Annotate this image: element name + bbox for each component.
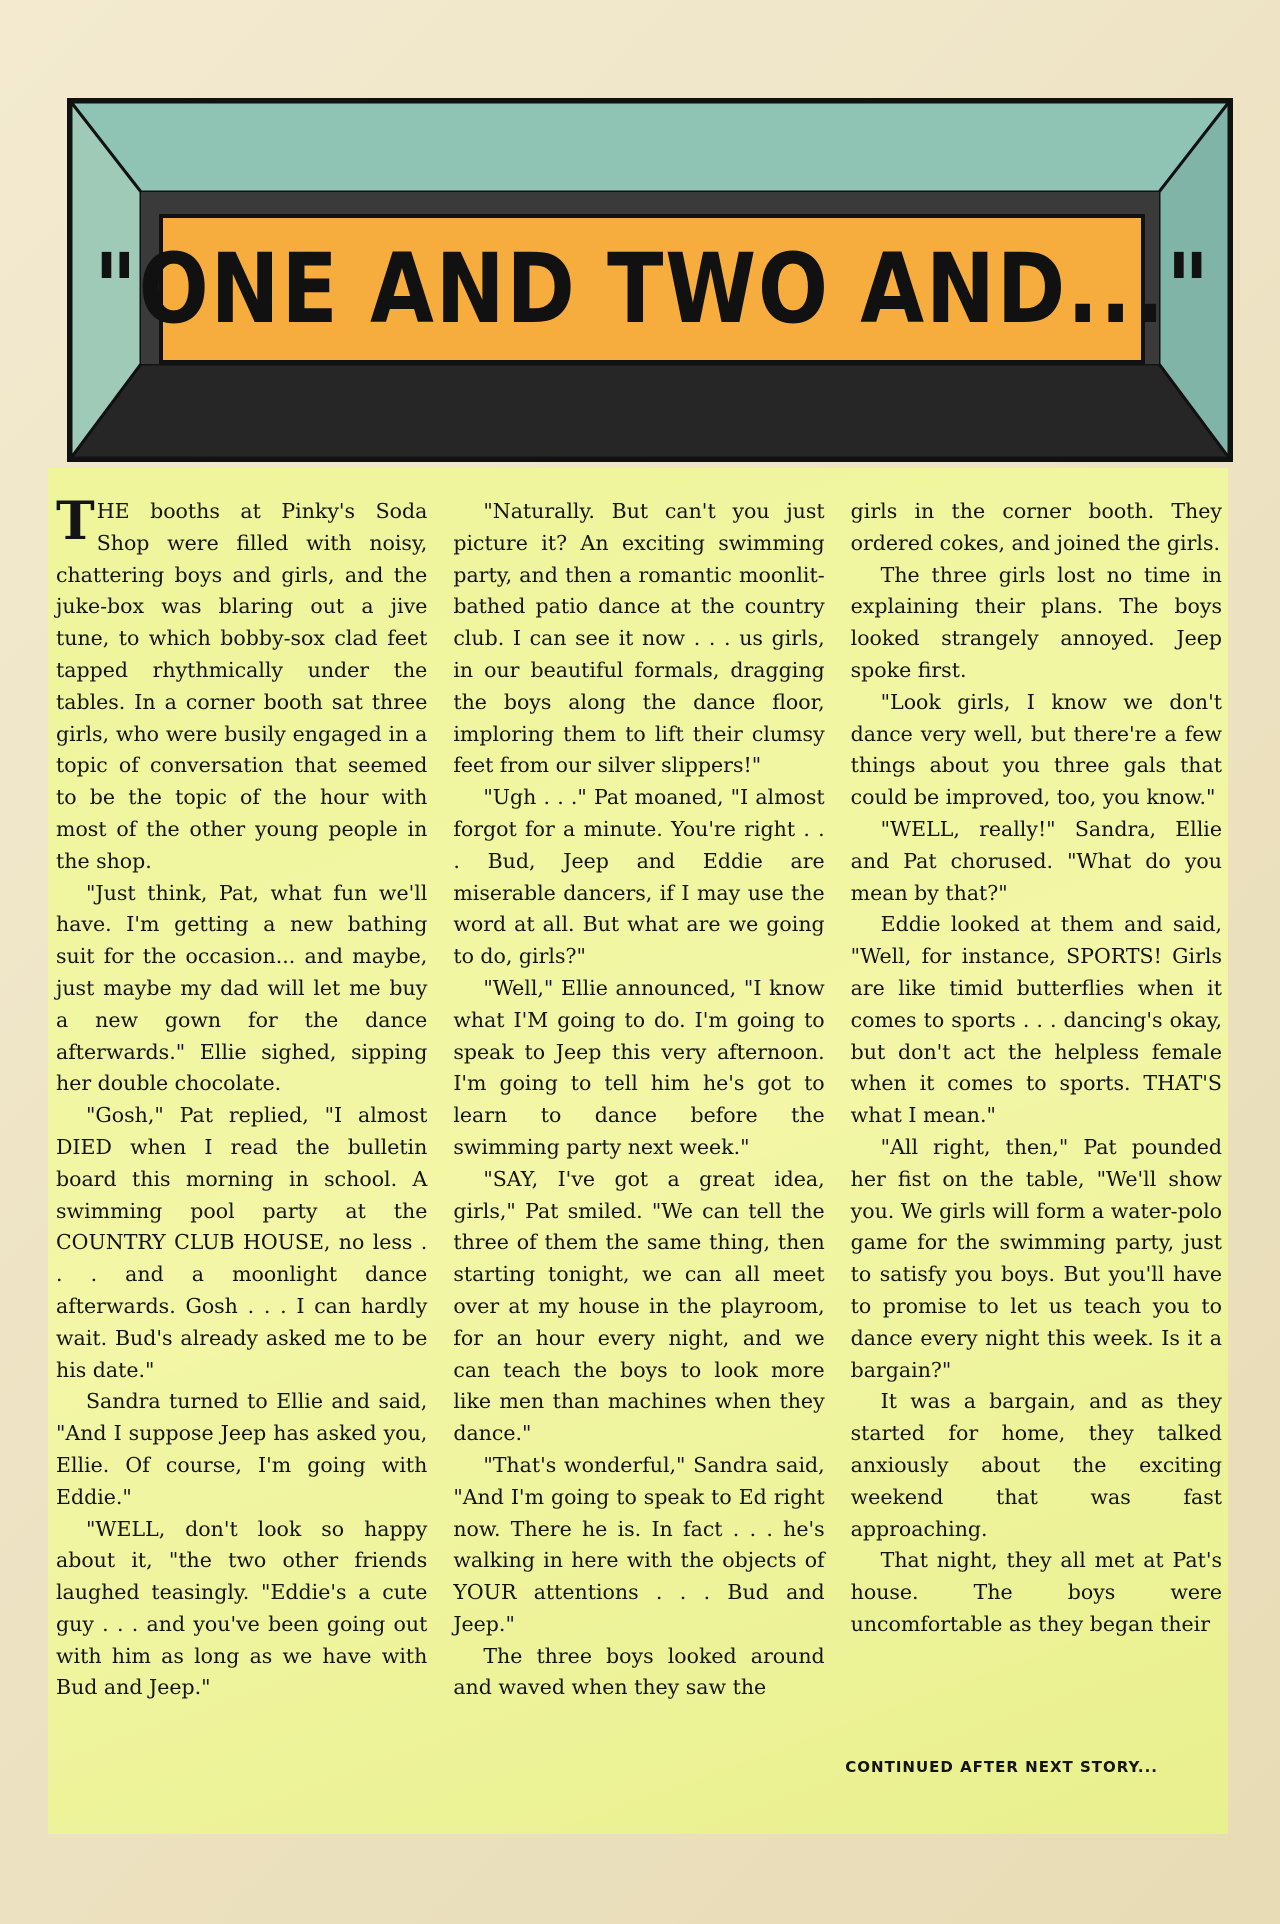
continued-note: CONTINUED AFTER NEXT STORY... — [845, 1758, 1158, 1776]
paragraph: The three boys looked around and waved when they saw the — [453, 1643, 825, 1700]
story-columns — [56, 491, 1222, 1816]
paragraph: "Just think, Pat, what fun we'll have. I'm getting a new bathing suit for the occasion... and maybe, just maybe my dad will let me buy a new gown for the dance afterwards." Ellie sighed, sipping her double chocolate. — [56, 880, 428, 1096]
paragraph: girls in the corner booth. They ordered cokes, and joined the girls. — [850, 499, 1222, 555]
column-2 — [453, 496, 824, 1816]
paragraph: That night, they all met at Pat's house. The boys were uncomfortable as they began their — [850, 1548, 1222, 1636]
paragraph: It was a bargain, and as they started for home, they talked anxiously about the exciting weekend that was fast approaching. — [850, 1389, 1222, 1541]
paragraph: Sandra turned to Ellie and said, "And I suppose Jeep has asked you, Ellie. Of course, I'm going with Eddie." — [56, 1389, 428, 1509]
title-plate — [93, 214, 1211, 364]
drop-cap: T — [56, 491, 95, 552]
paragraph: "Ugh . . ." Pat moaned, "I almost forgot for a minute. You're right . . . Bud, Jeep and Eddie are miserable dancers, if I may use the word at all. But what are we going to do, girls?" — [453, 785, 825, 969]
title-frame — [67, 98, 1233, 462]
paragraph: THE booths at Pinky's Soda Shop were filled with noisy, chattering boys and girls, and the juke-box was blaring out a jive tune, to which bobby-sox clad feet tapped rhythmically under the tables. In a corner booth sat three girls, who were busily engaged in a topic of conversation that seemed to be the topic of the hour with most of the other young people in the shop. — [56, 491, 428, 873]
paragraph: Eddie looked at them and said, "Well, for instance, SPORTS! Girls are like timid butterflies when it comes to sports . . . dancing's okay, but don't act the helpless female when it comes to sports. THAT'S what I mean." — [850, 912, 1222, 1128]
column-1 — [56, 491, 428, 1816]
paragraph: "That's wonderful," Sandra said, "And I'm going to speak to Ed right now. There he is. In fact . . . he's walking in here with the objects of YOUR attentions . . . Bud and Jeep." — [453, 1452, 825, 1636]
story-panel — [48, 468, 1228, 1834]
paragraph: "All right, then," Pat pounded her fist on the table, "We'll show you. We girls will form a water-polo game for the swimming party, just to satisfy you boys. But you'll have to promise to let us teach you to dance every night this week. Is it a bargain?" — [850, 1134, 1222, 1382]
paragraph: The three girls lost no time in explaining their plans. The boys looked strangely annoyed. Jeep spoke first. — [850, 562, 1222, 682]
paragraph: "Well," Ellie announced, "I know what I'M going to do. I'm going to speak to Jeep this very afternoon. I'm going to tell him he's got to learn to dance before the swimming party next week." — [453, 975, 825, 1159]
paragraph: "WELL, really!" Sandra, Ellie and Pat chorused. "What do you mean by that?" — [850, 816, 1222, 905]
paragraph: "Naturally. But can't you just picture it? An exciting swimming party, and then a romantic moonlit-bathed patio dance at the country club. I can see it now . . . us girls, in our beautiful formals, dragging the boys along the dance floor, imploring them to lift their clumsy feet from our silver slippers!" — [453, 499, 825, 778]
column-3 — [851, 496, 1222, 1816]
paragraph: "Gosh," Pat replied, "I almost DIED when I read the bulletin board this morning in school. A swimming pool party at the COUNTRY CLUB HOUSE, no less . . . and a moonlight dance afterwards. Gosh . . . I can hardly wait. Bud's already asked me to be his date." — [56, 1103, 428, 1382]
paragraph: "Look girls, I know we don't dance very well, but there're a few things about you three gals that could be improved, too, you know." — [850, 689, 1222, 810]
paragraph: "SAY, I've got a great idea, girls," Pat smiled. "We can tell the three of them the same thing, then starting tonight, we can all meet over at my house in the playroom, for an hour every night, and we can teach the boys to look more like men than machines when they dance." — [453, 1166, 825, 1446]
paragraph: "WELL, don't look so happy about it, "the two other friends laughed teasingly. "Eddie's a cute guy . . . and you've been going out with him as long as we have with Bud and Jeep." — [56, 1516, 428, 1700]
story-title: "ONE AND TWO AND..." — [93, 233, 1211, 345]
